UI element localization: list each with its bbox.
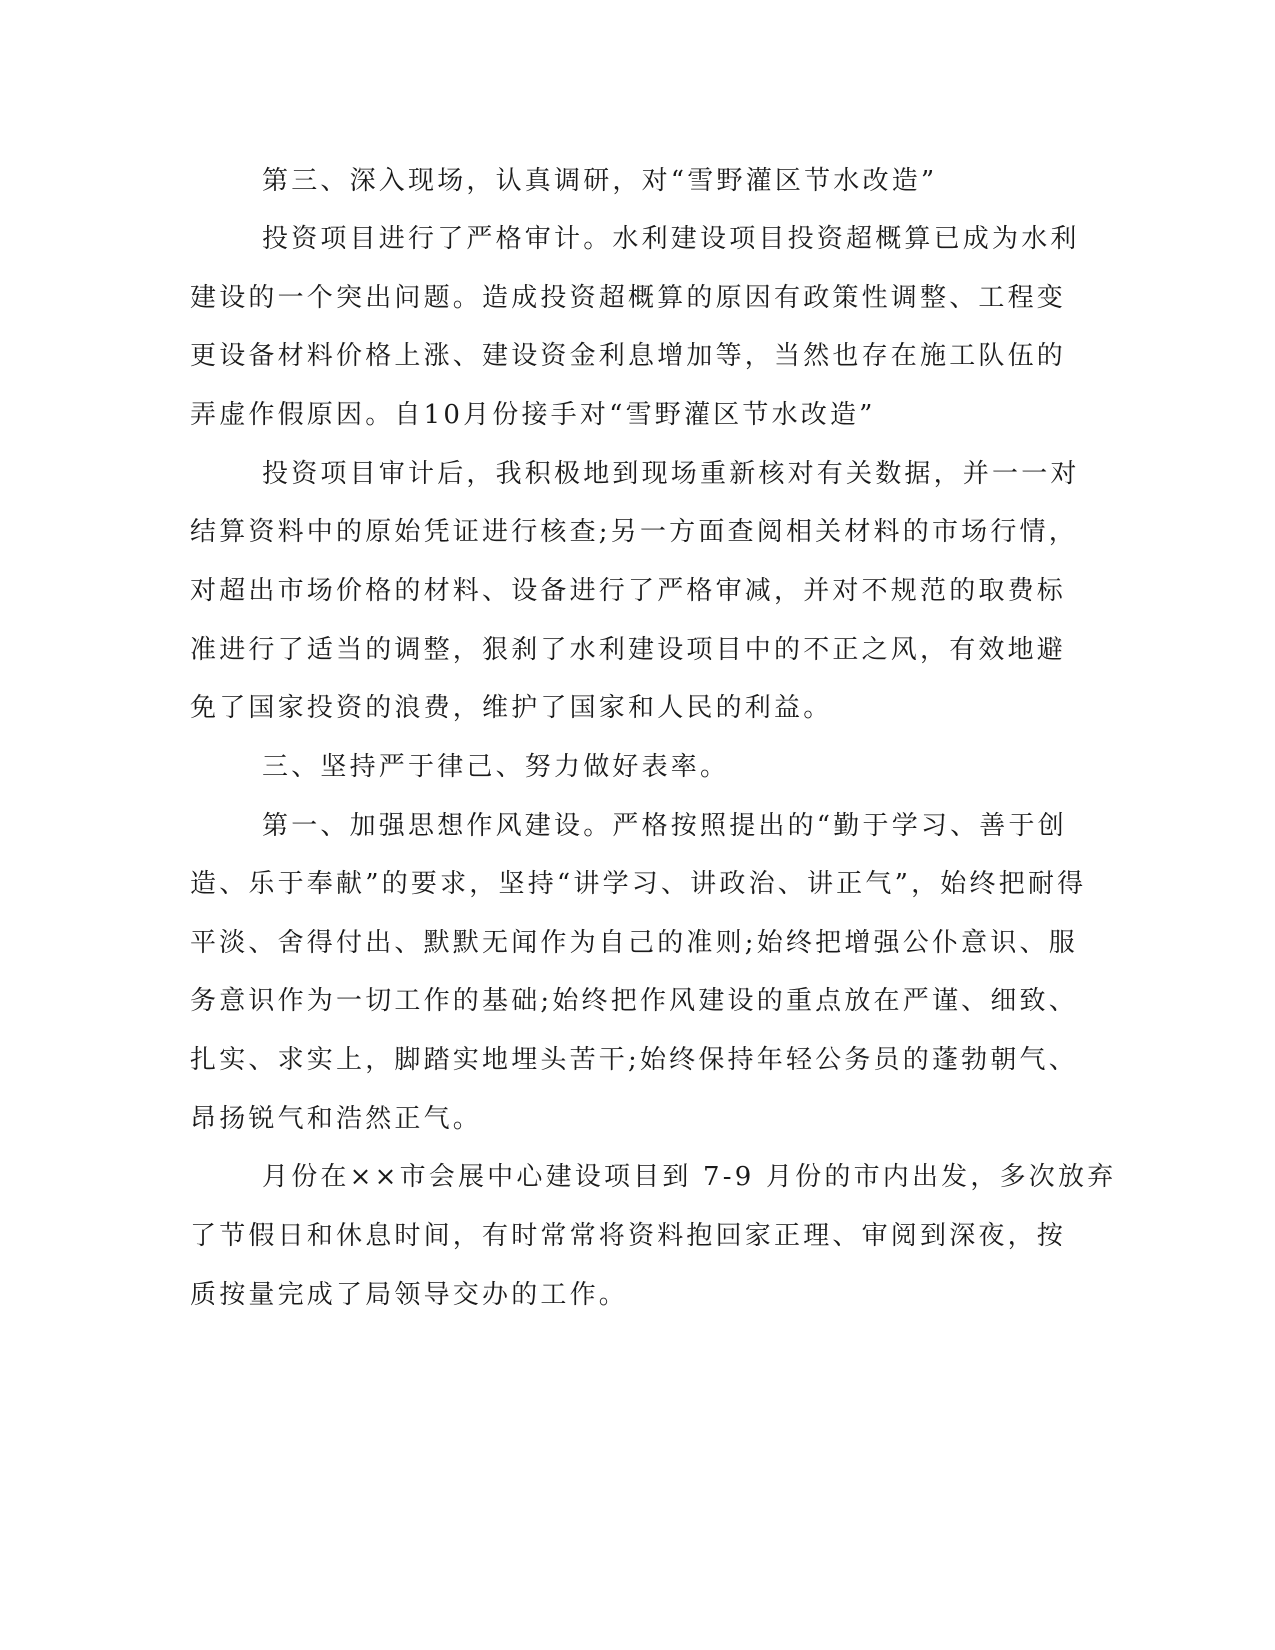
paragraph-line: 投资项目审计后，我积极地到现场重新核对有关数据，并一一对 [262, 459, 1080, 489]
paragraph-line: 第一、加强思想作风建设。严格按照提出的“勤于学习、善于创 [262, 811, 1067, 841]
paragraph-line: 更设备材料价格上涨、建设资金利息增加等，当然也存在施工队伍的 [190, 341, 1067, 371]
paragraph-line: 务意识作为一切工作的基础;始终把作风建设的重点放在严谨、细致、 [190, 986, 1078, 1016]
paragraph-line: 弄虚作假原因。自10月份接手对“雪野灌区节水改造” [190, 400, 876, 430]
paragraph-line: 投资项目进行了严格审计。水利建设项目投资超概算已成为水利 [262, 224, 1080, 254]
paragraph-line: 对超出市场价格的材料、设备进行了严格审减，并对不规范的取费标 [190, 576, 1067, 606]
paragraph-line: 平淡、舍得付出、默默无闻作为自己的准则;始终把增强公仆意识、服 [190, 928, 1078, 958]
paragraph-line: 昂扬锐气和浩然正气。 [190, 1104, 483, 1134]
paragraph-line: 结算资料中的原始凭证进行核查;另一方面查阅相关材料的市场行情， [190, 517, 1078, 547]
paragraph-line: 准进行了适当的调整，狠刹了水利建设项目中的不正之风，有效地避 [190, 635, 1067, 665]
section-heading: 三、坚持严于律己、努力做好表率。 [262, 752, 730, 782]
paragraph-line: 第三、深入现场，认真调研，对“雪野灌区节水改造” [262, 166, 938, 196]
paragraph-line: 造、乐于奉献”的要求，坚持“讲学习、讲政治、讲正气”，始终把耐得 [190, 869, 1087, 899]
paragraph-line: 了节假日和休息时间，有时常常将资料抱回家正理、审阅到深夜，按 [190, 1221, 1067, 1251]
paragraph-line: 月份在××市会展中心建设项目到 7-9 月份的市内出发，多次放弃 [262, 1162, 1117, 1192]
paragraph-line: 质按量完成了局领导交办的工作。 [190, 1280, 629, 1310]
paragraph-line: 扎实、求实上，脚踏实地埋头苦干;始终保持年轻公务员的蓬勃朝气、 [190, 1045, 1078, 1075]
paragraph-line: 建设的一个突出问题。造成投资超概算的原因有政策性调整、工程变 [190, 283, 1067, 313]
paragraph-line: 免了国家投资的浪费，维护了国家和人民的利益。 [190, 693, 833, 723]
